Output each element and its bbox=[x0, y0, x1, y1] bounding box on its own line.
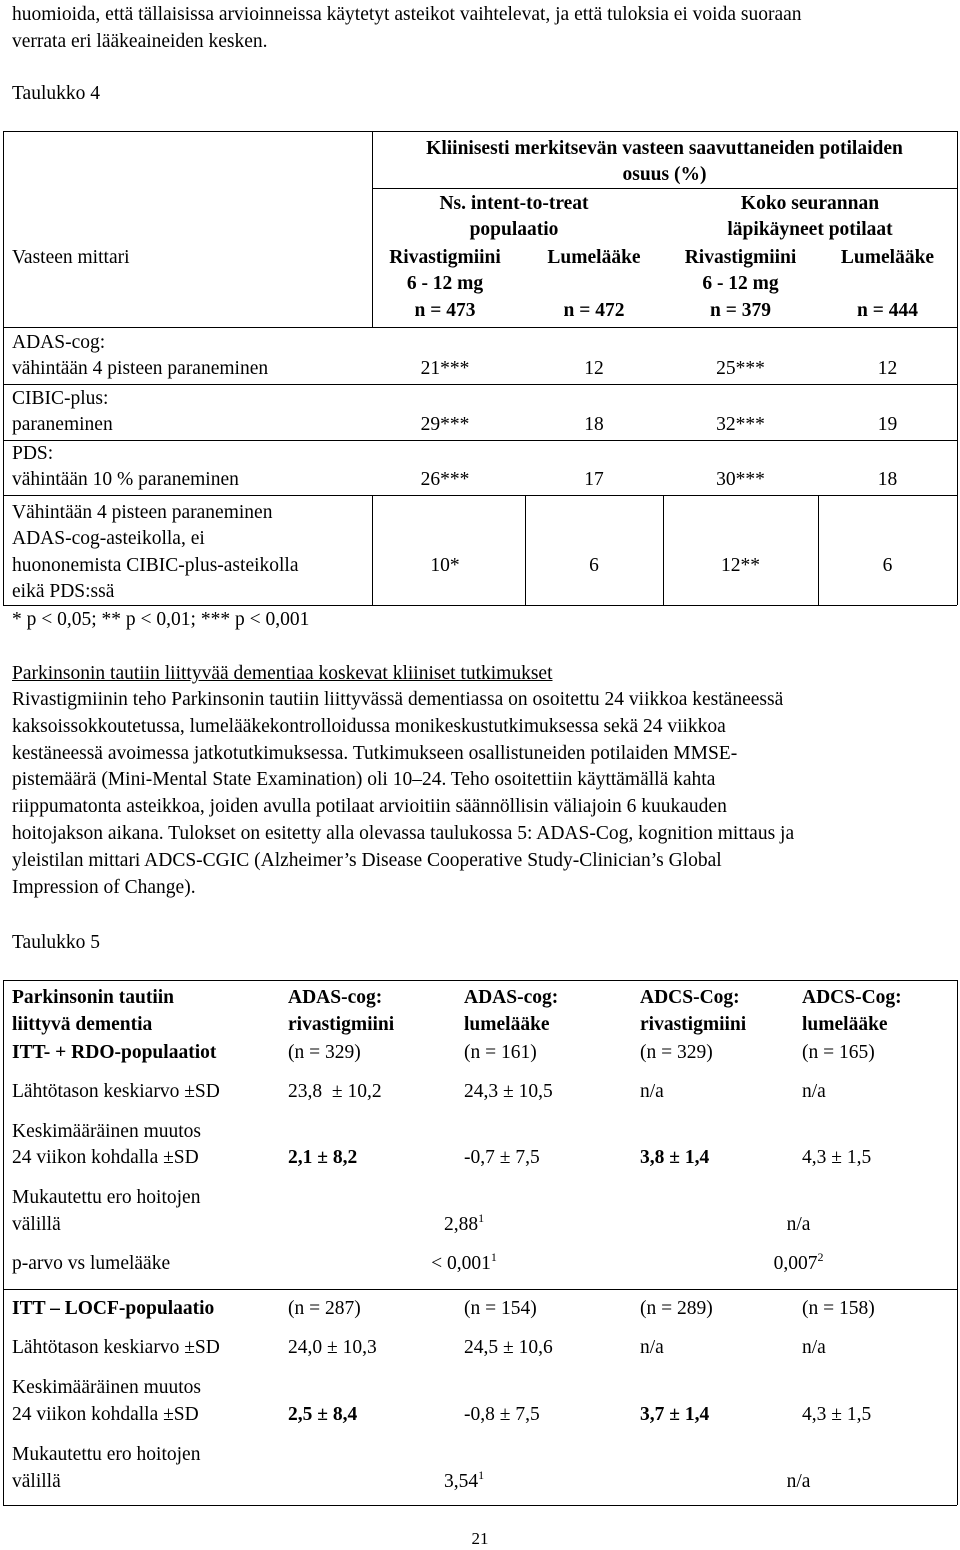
table4-cell: 25*** bbox=[716, 358, 765, 379]
table5-cell: n/a bbox=[802, 1337, 826, 1358]
table4-cell: 29*** bbox=[420, 414, 470, 435]
table5-row-label: Keskimääräinen muutos bbox=[12, 1377, 201, 1398]
table5-header: ADCS-Cog: bbox=[640, 987, 740, 1008]
table4-cell: 6 bbox=[589, 555, 599, 576]
table4-caption: Taulukko 4 bbox=[12, 83, 100, 104]
table4-cell: 21*** bbox=[420, 358, 470, 379]
table5-cell bbox=[288, 1469, 640, 1495]
table5-cell: (n = 289) bbox=[640, 1298, 713, 1319]
table5-cell bbox=[288, 1251, 640, 1277]
table4-footnote: * p < 0,05; ** p < 0,01; *** p < 0,001 bbox=[12, 609, 310, 630]
paragraph-line: Rivastigmiinin teho Parkinsonin tautiin liittyvässä dementiassa on osoitettu 24 viikkoa kestäneessä bbox=[12, 689, 784, 710]
table4-row-label: ADAS-cog-asteikolla, ei bbox=[12, 528, 205, 549]
value: 0,007 bbox=[773, 1253, 818, 1274]
table4-row-label: vähintään 10 % paraneminen bbox=[12, 469, 239, 490]
table5-cell: 4,3 ± 1,5 bbox=[802, 1404, 872, 1425]
table4-cell: 18 bbox=[584, 414, 604, 435]
page-number: 21 bbox=[471, 1529, 489, 1548]
table5-cell: 2,5 ± 8,4 bbox=[288, 1404, 358, 1425]
table5-header: Parkinsonin tautiin bbox=[12, 987, 175, 1008]
paragraph-line: hoitojakson aikana. Tulokset on esitetty alla olevassa taulukossa 5: ADAS-Cog, kognition mittaus ja bbox=[12, 823, 795, 844]
table5-cell: (n = 158) bbox=[802, 1298, 875, 1319]
table4-col1-name: Rivastigmiini bbox=[389, 247, 501, 268]
superscript: 1 bbox=[490, 1250, 497, 1264]
superscript: 2 bbox=[817, 1250, 824, 1264]
table5-cell: n/a bbox=[640, 1081, 664, 1102]
table5-cell bbox=[640, 1251, 957, 1277]
table5-row-label: välillä bbox=[12, 1214, 61, 1235]
table4-row-label: huononemista CIBIC-plus-asteikolla bbox=[12, 555, 299, 576]
table4-col4-n: n = 444 bbox=[857, 300, 918, 321]
section-heading: Parkinsonin tautiin liittyvää dementiaa koskevat kliiniset tutkimukset bbox=[12, 663, 553, 684]
table4-row-label: paraneminen bbox=[12, 414, 113, 435]
table5-cell: n/a bbox=[786, 1471, 811, 1492]
table4-col3-name: Rivastigmiini bbox=[684, 247, 797, 268]
value: < 0,001 bbox=[431, 1253, 491, 1274]
table5-row-label: Keskimääräinen muutos bbox=[12, 1121, 201, 1142]
table5-cell: 3,7 ± 1,4 bbox=[640, 1404, 710, 1425]
table5-cell: -0,8 ± 7,5 bbox=[464, 1404, 540, 1425]
table5-cell: (n = 329) bbox=[640, 1042, 713, 1063]
table4-row-label: vähintään 4 pisteen paraneminen bbox=[12, 358, 269, 379]
table4-row-label: Vähintään 4 pisteen paraneminen bbox=[12, 502, 273, 523]
table4-col3-n: n = 379 bbox=[710, 300, 771, 321]
table5-cell: n/a bbox=[802, 1081, 826, 1102]
table4-cell: 26*** bbox=[420, 469, 470, 490]
table4-group2-line1: Koko seurannan bbox=[740, 193, 880, 214]
table4-cell: 12** bbox=[721, 555, 760, 576]
table5-cell: n/a bbox=[786, 1214, 811, 1235]
table5-cell: (n = 154) bbox=[464, 1298, 537, 1319]
table4-cell: 32*** bbox=[716, 414, 765, 435]
table5-caption: Taulukko 5 bbox=[12, 932, 100, 953]
table4-col1-dose: 6 - 12 mg bbox=[406, 273, 484, 294]
superscript: 1 bbox=[478, 1211, 485, 1225]
table5-row-label: Lähtötason keskiarvo ±SD bbox=[12, 1081, 220, 1102]
table4-group1-line1: Ns. intent-to-treat bbox=[439, 193, 589, 214]
table5-cell: 3,8 ± 1,4 bbox=[640, 1147, 710, 1168]
table5-cell: (n = 287) bbox=[288, 1298, 361, 1319]
table5-cell bbox=[288, 1212, 640, 1238]
intro-line-2: verrata eri lääkeaineiden kesken. bbox=[12, 31, 268, 52]
table4-cell: 10* bbox=[430, 555, 460, 576]
table4-col2-n: n = 472 bbox=[563, 300, 625, 321]
table5-row-label: 24 viikon kohdalla ±SD bbox=[12, 1404, 199, 1425]
table4-cell: 30*** bbox=[716, 469, 765, 490]
table4-top-header-2: osuus (%) bbox=[622, 164, 707, 185]
paragraph-line: yleistilan mittari ADCS-CGIC (Alzheimer’s Disease Cooperative Study-Clinician’s Global bbox=[12, 850, 722, 871]
table5-header: ADAS-cog: bbox=[464, 987, 559, 1008]
table4-col2-name: Lumelääke bbox=[547, 247, 641, 268]
table4-group1-line2: populaatio bbox=[469, 219, 559, 240]
table5-row-label: välillä bbox=[12, 1471, 61, 1492]
intro-line-1: huomioida, että tällaisissa arvioinneissa käytetyt asteikot vaihtelevat, ja että tuloksia ei voida suoraan bbox=[12, 4, 802, 25]
table5-row-label: Mukautettu ero hoitojen bbox=[12, 1187, 201, 1208]
table5-cell: n/a bbox=[640, 1337, 664, 1358]
table5-cell: 24,0 ± 10,3 bbox=[288, 1337, 377, 1358]
table5-header: ADCS-Cog: bbox=[802, 987, 902, 1008]
table5-cell: (n = 161) bbox=[464, 1042, 537, 1063]
table5-cell: 24,3 ± 10,5 bbox=[464, 1081, 553, 1102]
table4-row-label: eikä PDS:ssä bbox=[12, 581, 115, 602]
table4-top-header-1: Kliinisesti merkitsevän vasteen saavuttaneiden potilaiden bbox=[426, 138, 903, 159]
table5-header: ADAS-cog: bbox=[288, 987, 383, 1008]
table4-cell: 18 bbox=[877, 469, 898, 490]
table4-cell: 19 bbox=[877, 414, 898, 435]
table5-cell: (n = 165) bbox=[802, 1042, 875, 1063]
table4-col1-n: n = 473 bbox=[414, 300, 476, 321]
table4-cell: 6 bbox=[882, 555, 893, 576]
table5-header: lumelääke bbox=[464, 1014, 550, 1035]
paragraph-line: pistemäärä (Mini-Mental State Examination) oli 10–24. Teho osoitettiin käyttämällä kahta bbox=[12, 769, 716, 790]
table5-row-label: Mukautettu ero hoitojen bbox=[12, 1444, 201, 1465]
table4-col3-dose: 6 - 12 mg bbox=[702, 273, 779, 294]
table5-row-label: ITT – LOCF-populaatio bbox=[12, 1298, 215, 1319]
table4-row-header: Vasteen mittari bbox=[12, 247, 130, 268]
table5-cell: (n = 329) bbox=[288, 1042, 361, 1063]
superscript: 1 bbox=[478, 1468, 485, 1482]
table4-cell: 12 bbox=[584, 358, 604, 379]
table4-col4-name: Lumelääke bbox=[840, 247, 935, 268]
table5-header: rivastigmiini bbox=[640, 1014, 747, 1035]
table4-row-label: CIBIC-plus: bbox=[12, 388, 109, 409]
table4-row-label: ADAS-cog: bbox=[12, 332, 106, 353]
table5-header: lumelääke bbox=[802, 1014, 888, 1035]
table5-row-label: Lähtötason keskiarvo ±SD bbox=[12, 1337, 220, 1358]
table5-row-label: 24 viikon kohdalla ±SD bbox=[12, 1147, 199, 1168]
value: 2,88 bbox=[443, 1214, 479, 1235]
table5-row-label: p-arvo vs lumelääke bbox=[12, 1253, 171, 1274]
table5-cell: 2,1 ± 8,2 bbox=[288, 1147, 358, 1168]
table5-cell: 23,8 ± 10,2 bbox=[288, 1081, 382, 1102]
paragraph-line: Impression of Change). bbox=[12, 877, 196, 898]
table5-header: rivastigmiini bbox=[288, 1014, 395, 1035]
paragraph-line: riippumatonta asteikkoa, joiden avulla potilaat arvioitiin säännöllisin väliajoin 6 kuukauden bbox=[12, 796, 727, 817]
table4-cell: 12 bbox=[877, 358, 898, 379]
table5-row-label: ITT- + RDO-populaatiot bbox=[12, 1042, 217, 1063]
table5-cell: -0,7 ± 7,5 bbox=[464, 1147, 540, 1168]
paragraph-line: kaksoissokkoutetussa, lumelääkekontrolloidussa monikeskustutkimuksessa sekä 24 viikkoa bbox=[12, 716, 726, 737]
table4-cell: 17 bbox=[584, 469, 604, 490]
value: 3,54 bbox=[443, 1471, 479, 1492]
table5-cell: 4,3 ± 1,5 bbox=[802, 1147, 872, 1168]
table5-header: liittyvä dementia bbox=[12, 1014, 153, 1035]
table4-group2-line2: läpikäyneet potilaat bbox=[727, 219, 893, 240]
table4-row-label: PDS: bbox=[12, 443, 54, 464]
table5-cell: 24,5 ± 10,6 bbox=[464, 1337, 553, 1358]
paragraph-line: kestäneessä avoimessa jatkotutkimuksessa. Tutkimukseen osallistuneiden potilaiden MMSE- bbox=[12, 743, 738, 764]
